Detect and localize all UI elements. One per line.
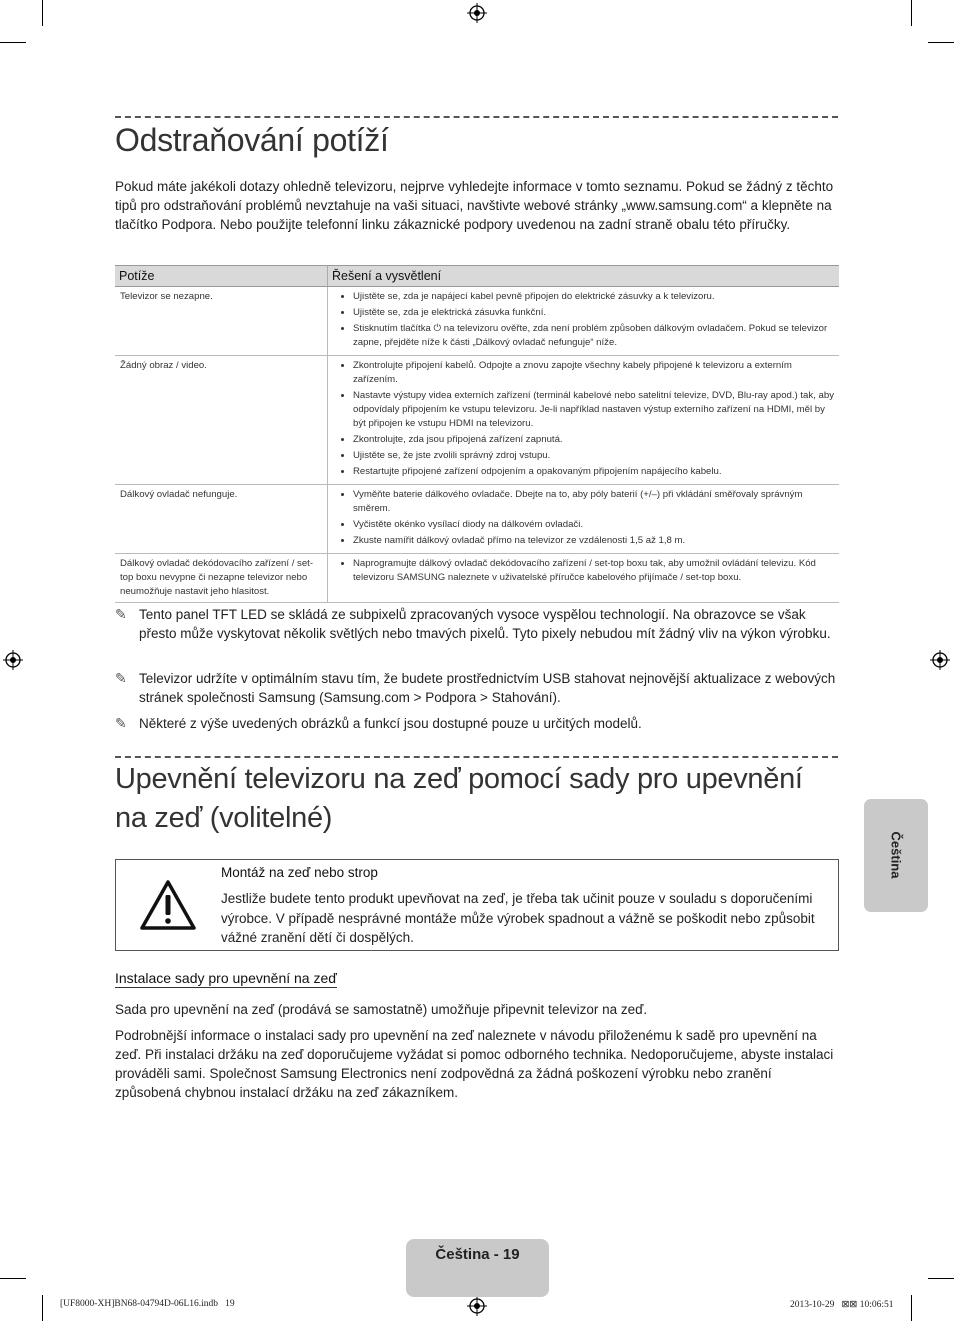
- crop-mark: [42, 0, 43, 26]
- problem-cell: Televizor se nezapne.: [115, 287, 328, 356]
- warning-heading: Montáž na zeď nebo strop: [221, 865, 378, 880]
- intro-paragraph: Pokud máte jakékoli dotazy ohledně televizoru, nejprve vyhledejte informace v tomto seznamu. Pokud se žádný z těchto tipů pro odstraňování problémů nevztahuje na vaši situaci, navštivte webové stránky „www.samsung.com“ a klepněte na tlačítko Podpora. Nebo použijte telefonní linku zákaznické podpory uvedenou na zadní straně obalu této příručky.: [115, 179, 834, 232]
- pencil-note-icon: ✎: [115, 670, 127, 686]
- note-text: Některé z výše uvedených obrázků a funkcí jsou dostupné pouze u určitých modelů.: [139, 716, 642, 731]
- footer-file-info: [UF8000-XH]BN68-04794D-06L16.indb 19: [60, 1299, 235, 1309]
- solution-cell: [328, 485, 840, 554]
- body-paragraph: Podrobnější informace o instalaci sady pro upevnění na zeď naleznete v návodu přiloženému k sadě pro upevnění na zeď. Při instalaci držáku na zeď doporučujeme vyžádat si pomoc odborného technika. Nedoporučujeme, abyste instalaci prováděli sami. Společnost Samsung Electronics není zodpovědná za žádná poškození výrobku nebo zranění způsobená chybnou instalací držáku na zeď zákazníkem.: [115, 1028, 834, 1100]
- page-number: Čeština - 19: [435, 1246, 520, 1263]
- table-row: [115, 356, 839, 485]
- problem-cell: Žádný obraz / video.: [115, 356, 328, 485]
- solution-item: • Ujistěte se, zda je elektrická zásuvka funkční.: [353, 306, 835, 320]
- table-row: [115, 554, 839, 603]
- warning-text: Jestliže budete tento produkt upevňovat na zeď, je třeba tak učinit pouze v souladu s doporučeními výrobce. V případě nesprávné montáže může výrobek spadnout a vážně se poškodit nebo způsobit vážné zranění dětí či dospělých.: [221, 891, 815, 945]
- solution-item: • Zkontrolujte připojení kabelů. Odpojte a znovu zapojte všechny kabely připojené k televizoru a externím zařízením.: [353, 359, 835, 387]
- solution-item: • Ujistěte se, že jste zvolili správný zdroj vstupu.: [353, 449, 835, 463]
- column-header: Potíže: [115, 266, 328, 287]
- crop-mark: [928, 42, 954, 43]
- section-title: Upevnění televizoru na zeď pomocí sady pro upevnění na zeď (volitelné): [115, 763, 803, 834]
- solution-item: • Naprogramujte dálkový ovladač dekódovacího zařízení / set-top boxu tak, aby umožnil ovládání televizu. Kód televizoru SAMSUNG naleznete v uživatelské příručce kabelového přijímače / set-top boxu.: [353, 557, 835, 585]
- crop-mark: [928, 1278, 954, 1279]
- problem-cell: Dálkový ovladač nefunguje.: [115, 485, 328, 554]
- crop-mark: [911, 1295, 912, 1321]
- solution-item: • Zkuste namířit dálkový ovladač přímo na televizor ze vzdálenosti 1,5 až 1,8 m.: [353, 534, 835, 548]
- section-title: Odstraňování potíží: [115, 122, 389, 158]
- crop-mark: [42, 1295, 43, 1321]
- solution-item: • Restartujte připojené zařízení odpojením a opakovaným připojením napájecího kabelu.: [353, 465, 835, 479]
- body-paragraph: Sada pro upevnění na zeď (prodává se samostatně) umožňuje připevnit televizor na zeď.: [115, 1002, 648, 1017]
- solution-cell: [328, 356, 840, 485]
- section-divider: [115, 116, 838, 118]
- section-divider: [115, 756, 838, 758]
- table-row: [115, 287, 839, 356]
- solution-cell: [328, 554, 840, 603]
- solution-item: • Ujistěte se, zda je napájecí kabel pevně připojen do elektrické zásuvky a k televizoru.: [353, 290, 835, 304]
- language-tab: [864, 799, 928, 912]
- solution-cell: [328, 287, 840, 356]
- solution-item: • Zkontrolujte, zda jsou připojená zařízení zapnutá.: [353, 433, 835, 447]
- note-text: Televizor udržíte v optimálním stavu tím, že budete prostřednictvím USB stahovat nejnovější aktualizace z webových stránek společnosti Samsung (Samsung.com > Podpora > Stahování).: [139, 671, 836, 705]
- subheading: Instalace sady pro upevnění na zeď: [115, 970, 337, 986]
- registration-mark-icon: [930, 650, 950, 670]
- column-header: Řešení a vysvětlení: [328, 266, 840, 287]
- solution-item: • Vyměňte baterie dálkového ovladače. Dbejte na to, aby póly baterií (+/–) při vkládání směřovaly správným směrem.: [353, 488, 835, 516]
- problem-cell: Dálkový ovladač dekódovacího zařízení / set-top boxu nevypne či nezapne televizor nebo neumožňuje nastavit jeho hlasitost.: [115, 554, 328, 603]
- registration-mark-icon: [467, 1296, 487, 1316]
- note-text: Tento panel TFT LED se skládá ze subpixelů zpracovaných vysoce vyspělou technologií. Na obrazovce se však přesto může vyskytovat několik světlých nebo tmavých pixelů. Tyto pixely nebudou mít žádný vliv na výkon výrobku.: [139, 607, 831, 641]
- crop-mark: [911, 0, 912, 26]
- warning-box: [115, 859, 839, 951]
- language-tab-label: Čeština: [888, 831, 904, 879]
- solution-item: • Stisknutím tlačítka ⏻ na televizoru ověřte, zda není problém způsoben dálkovým ovladačem. Pokud se televizor zapne, přejděte níže k části „Dálkový ovladač nefunguje“ níže.: [353, 322, 835, 350]
- footer-timestamp: 2013-10-29 ⊠⊠ 10:06:51: [790, 1300, 894, 1310]
- warning-triangle-icon: [139, 879, 197, 931]
- crop-mark: [0, 42, 26, 43]
- solution-item: • Vyčistěte okénko vysílací diody na dálkovém ovladači.: [353, 518, 835, 532]
- solution-item: • Nastavte výstupy videa externích zařízení (terminál kabelové nebo satelitní televize, DVD, Blu-ray apod.) tak, aby odpovídaly připojením ke vstupu televizoru. Je-li například nastaven výstup externího zařízení na HDMI, měl by být připojen ke vstupu HDMI na televizoru.: [353, 389, 835, 431]
- pencil-note-icon: ✎: [115, 606, 127, 622]
- page-number-box: [406, 1239, 549, 1297]
- pencil-note-icon: ✎: [115, 715, 127, 731]
- crop-mark: [0, 1278, 26, 1279]
- table-header-row: [115, 266, 839, 287]
- registration-mark-icon: [467, 3, 487, 23]
- troubleshooting-table: [115, 265, 839, 603]
- registration-mark-icon: [3, 650, 23, 670]
- table-row: [115, 485, 839, 554]
